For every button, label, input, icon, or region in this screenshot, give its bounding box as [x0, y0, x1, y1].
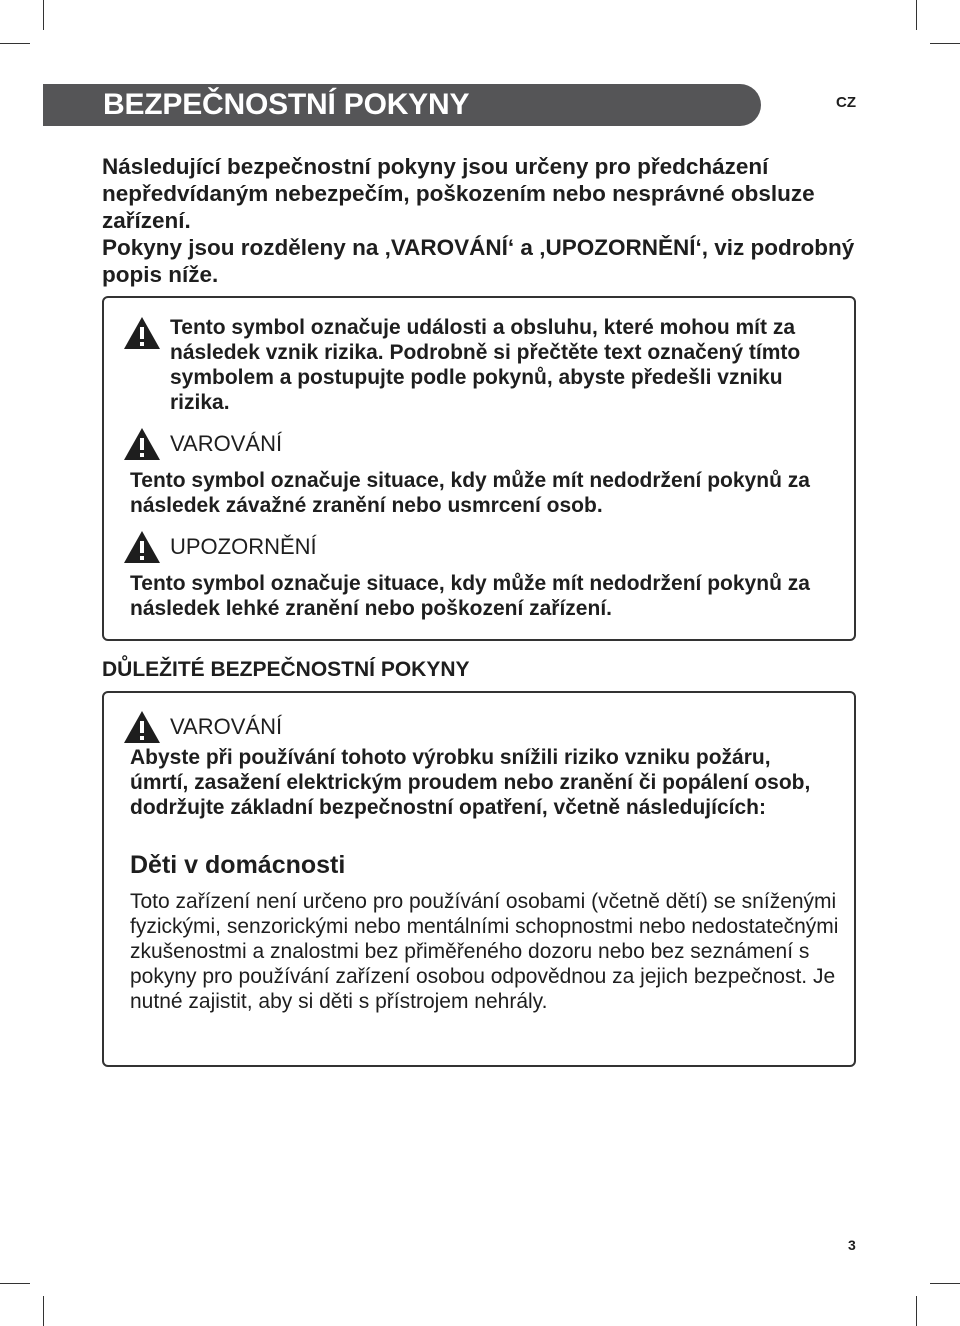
page-title: BEZPEČNOSTNÍ POKYNY	[103, 88, 470, 121]
children-body-text: Toto zařízení není určeno pro používání osobami (včetně dětí) se sníženými fyzickými, senzorickými nebo mentálními schopnostmi nebo nedostatečnými zkušenostmi a znalostmi bez přiměřeného dozoru nebo bez seznámení s pokyny pro používání zařízení osobou odpovědnou za jejich bezpečnost. Je nutné zajistit, aby si děti s přístrojem nehrály.	[130, 890, 839, 1013]
crop-mark	[930, 43, 960, 44]
warning-label: VAROVÁNÍ	[170, 431, 283, 456]
header-bar	[43, 84, 761, 126]
warning-triangle-icon	[122, 315, 162, 351]
important-warning-box	[102, 691, 856, 1067]
warning-triangle-icon	[122, 709, 162, 745]
crop-mark	[916, 1296, 917, 1326]
crop-mark	[930, 1283, 960, 1284]
crop-mark	[43, 1296, 44, 1326]
children-subheading: Děti v domácnosti	[130, 851, 346, 879]
crop-mark	[916, 0, 917, 30]
section-heading: DŮLEŽITÉ BEZPEČNOSTNÍ POKYNY	[102, 658, 470, 681]
caution-label: UPOZORNĚNÍ	[170, 534, 317, 559]
crop-mark	[0, 43, 30, 44]
warning-text: Abyste při používání tohoto výrobku snížili riziko vzniku požáru, úmrtí, zasažení elektrickým proudem nebo zranění či popálení osob, dodržujte základní bezpečnostní opatření, včetně následujících:	[130, 746, 811, 819]
symbols-box	[102, 296, 856, 641]
warning-triangle-icon	[122, 529, 162, 565]
warning-label-row	[122, 426, 282, 462]
intro-text	[102, 153, 862, 288]
caution-description: Tento symbol označuje situace, kdy může mít nedodržení pokynů za následek lehké zranění nebo poškození zařízení.	[130, 572, 810, 620]
warning-triangle-icon	[122, 426, 162, 462]
crop-mark	[0, 1283, 30, 1284]
crop-mark	[43, 0, 44, 30]
intro-paragraph-2: Pokyny jsou rozděleny na ‚VAROVÁNÍ‘ a ‚UPOZORNĚNÍ‘, viz podrobný popis níže.	[102, 235, 855, 287]
warning-label-row	[122, 709, 282, 745]
warning-description: Tento symbol označuje situace, kdy může mít nedodržení pokynů za následek závažné zranění nebo usmrcení osob.	[130, 469, 810, 517]
caution-label-row	[122, 529, 317, 565]
language-code: CZ	[836, 94, 856, 111]
intro-paragraph-1: Následující bezpečnostní pokyny jsou určeny pro předcházení nepředvídaným nebezpečím, poškozením nebo nesprávné obsluze zařízení.	[102, 154, 815, 233]
warning-label: VAROVÁNÍ	[170, 714, 283, 739]
page-number: 3	[848, 1237, 856, 1253]
symbol-description-row	[122, 315, 830, 415]
symbol-description: Tento symbol označuje události a obsluhu, které mohou mít za následek vznik rizika. Podrobně si přečtěte text označený tímto symbolem a postupujte podle pokynů, abyste předešli vzniku rizika.	[170, 316, 801, 414]
